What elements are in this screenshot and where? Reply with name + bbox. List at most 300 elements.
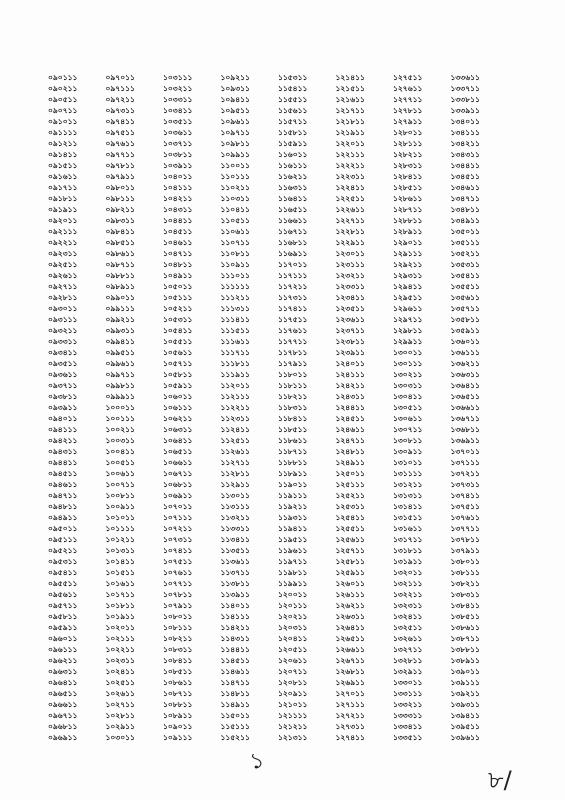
roll-number: ১০৮৪১১	[163, 656, 193, 665]
roll-number: ১১৩১১১	[220, 502, 250, 511]
roll-number: ১৩২৮১১	[393, 656, 423, 665]
roll-number: ০৯৭৪১১	[105, 117, 135, 126]
roll-number: ১০২৬১১	[105, 689, 135, 698]
roll-number: ১৩০২১১	[393, 370, 423, 379]
roll-number: ১১৩২১১	[220, 513, 250, 522]
roll-number: ০৯৩০১১	[48, 304, 78, 313]
roll-number: ১১৪৫১১	[220, 656, 250, 665]
roll-number: ১২৩৫১১	[335, 304, 365, 313]
roll-number: ১৩২১১১	[393, 579, 423, 588]
roll-number: ১৩০৪১১	[393, 392, 423, 401]
roll-number: ১২৬৫১১	[335, 634, 365, 643]
roll-number: ০৯৯৬১১	[105, 359, 135, 368]
roll-number: ১১৯১১১	[278, 491, 308, 500]
roll-number: ০৯৩৮১১	[48, 392, 78, 401]
roll-number: ০৯৭৮১১	[105, 161, 135, 170]
roll-number: ১৩০৬১১	[393, 414, 423, 423]
roll-number: ১২৮৯১১	[393, 227, 423, 236]
roll-number: ১৩৭০১১	[450, 447, 480, 456]
roll-number: ১০৬০১১	[163, 392, 193, 401]
roll-number: ০৯৩২১১	[48, 326, 78, 335]
roll-number: ০৯৫৮১১	[48, 612, 78, 621]
roll-number: ১১৮২১১	[278, 392, 308, 401]
roll-number: ১০০৮১১	[105, 491, 135, 500]
roll-number: ১২১২১১	[278, 722, 308, 731]
roll-number: ০৯৫৬১১	[48, 590, 78, 599]
roll-number: ১২৯২১১	[393, 260, 423, 269]
roll-number: ১১৩৩১১	[220, 524, 250, 533]
roll-number: ০৯৩৫১১	[48, 359, 78, 368]
roll-number: ১২৯৩১১	[393, 271, 423, 280]
roll-number: ১২৪১১১	[335, 370, 365, 379]
roll-number: ১১৬৪১১	[278, 194, 308, 203]
roll-number: ১২৬৬১১	[335, 645, 365, 654]
roll-number: ১১২৭১১	[220, 458, 250, 467]
roll-number: ১১৪০১১	[220, 601, 250, 610]
roll-number: ১০৯৬১১	[220, 117, 250, 126]
roll-number: ১৩৫৮১১	[450, 315, 480, 324]
roll-number: ১০৫৬১১	[163, 348, 193, 357]
roll-number: ০৯৬৬১১	[48, 700, 78, 709]
roll-number: ১২২৫১১	[335, 194, 365, 203]
roll-number: ১৩৬৫১১	[450, 392, 480, 401]
roll-number: ১১৭৭১১	[278, 337, 308, 346]
roll-number: ১২৩৩১১	[335, 282, 365, 291]
roll-number: ১১৮৭১১	[278, 447, 308, 456]
roll-number: ১৩০৩১১	[393, 381, 423, 390]
roll-number: ০৯৭৩১১	[105, 106, 135, 115]
roll-number: ১১৯০১১	[278, 480, 308, 489]
roll-number: ১৩৮৭১১	[450, 634, 480, 643]
roll-number: ০৯৯৯১১	[105, 392, 135, 401]
roll-number: ১৩৫০১১	[450, 227, 480, 236]
roll-number: ১২৯৭১১	[393, 315, 423, 324]
roll-number: ১৩১২১১	[393, 480, 423, 489]
roll-number: ১৩৬৯১১	[450, 436, 480, 445]
roll-number: ১২৪৭১১	[335, 436, 365, 445]
roll-number: ১০২৮১১	[105, 711, 135, 720]
roll-number: ০৯৮১১১	[105, 194, 135, 203]
roll-number: ১২৩৭১১	[335, 326, 365, 335]
roll-number: ১১৭৪১১	[278, 304, 308, 313]
roll-number: ১১১০১১	[220, 271, 250, 280]
roll-number: ০৯২৮১১	[48, 293, 78, 302]
roll-number: ১০৫৩১১	[163, 315, 193, 324]
roll-number: ০৯৮০১১	[105, 183, 135, 192]
roll-number: ১২১০১১	[278, 700, 308, 709]
roll-number: ১১১৯১১	[220, 370, 250, 379]
roll-number: ১২৬৭১১	[335, 656, 365, 665]
roll-number: ১১৭৬১১	[278, 326, 308, 335]
roll-number: ১০১৫১১	[105, 568, 135, 577]
roll-number: ১১৮০১১	[278, 370, 308, 379]
roll-number: ১১৭৫১১	[278, 315, 308, 324]
roll-number: ১০৯৩১১	[220, 84, 250, 93]
roll-number: ১২৪২১১	[335, 381, 365, 390]
roll-number: ১০৪০১১	[163, 172, 193, 181]
roll-number: ১১০১১১	[220, 172, 250, 181]
roll-number: ১১২৯১১	[220, 480, 250, 489]
roll-number: ১১৩৯১১	[220, 590, 250, 599]
roll-number: ১০৪৩১১	[163, 205, 193, 214]
corner-annotation: ৮/	[488, 766, 512, 794]
roll-number: ১২৭৯১১	[393, 117, 423, 126]
roll-number: ০৯৯০১১	[105, 293, 135, 302]
roll-number: ১৩৮৯১১	[450, 656, 480, 665]
roll-number: ১৩৮১১১	[450, 568, 480, 577]
roll-number: ১০২৪১১	[105, 667, 135, 676]
roll-number: ০৯৮৬১১	[105, 249, 135, 258]
roll-number: ১২৯১১১	[393, 249, 423, 258]
roll-number: ১২২০১১	[335, 139, 365, 148]
roll-number: ১৩২২১১	[393, 590, 423, 599]
roll-number: ১৩৮৬১১	[450, 623, 480, 632]
roll-number: ১৩৭৫১১	[450, 502, 480, 511]
roll-number: ১২৪৯১১	[335, 458, 365, 467]
roll-number: ১৩৬২১১	[450, 359, 480, 368]
roll-number: ১১৭৮১১	[278, 348, 308, 357]
roll-number: ১২১১১১	[278, 711, 308, 720]
roll-number: ১১৩৭১১	[220, 568, 250, 577]
roll-number: ১৩২৯১১	[393, 667, 423, 676]
roll-number: ১৩১৯১১	[393, 557, 423, 566]
roll-number: ০৯২৫১১	[48, 260, 78, 269]
roll-number: ১২৬৮১১	[335, 667, 365, 676]
roll-number: ১০৯৪১১	[220, 95, 250, 104]
roll-number: ১২৯৮১১	[393, 326, 423, 335]
roll-number: ১১৯৪১১	[278, 524, 308, 533]
roll-number: ১১৩৬১১	[220, 557, 250, 566]
roll-number: ১৩১৭১১	[393, 535, 423, 544]
roll-number: ১৩৮২১১	[450, 579, 480, 588]
roll-number: ১০১৩১১	[105, 546, 135, 555]
roll-number: ১১৫৯১১	[278, 139, 308, 148]
roll-number: ১২২৯১১	[335, 238, 365, 247]
roll-number: ১১৯২১১	[278, 502, 308, 511]
roll-number: ১২৯৯১১	[393, 337, 423, 346]
roll-number: ০৯৪৩১১	[48, 447, 78, 456]
roll-number: ১১৫৫১১	[278, 95, 308, 104]
roll-number: ০৯৫৩১১	[48, 557, 78, 566]
roll-number: ১০৯১১১	[163, 733, 193, 742]
roll-number: ০৯৬৪১১	[48, 678, 78, 687]
roll-number: ১১৮৮১১	[278, 458, 308, 467]
roll-number: ১১৬০১১	[278, 150, 308, 159]
roll-number: ০৯১০১১	[48, 117, 78, 126]
roll-number: ১১৬৯১১	[278, 249, 308, 258]
roll-number: ১৩০৫১১	[393, 403, 423, 412]
roll-number: ১১১৭১১	[220, 348, 250, 357]
roll-number: ১২৩১১১	[335, 260, 365, 269]
roll-number: ১২১৮১১	[335, 117, 365, 126]
roll-number: ১১৬১১১	[278, 161, 308, 170]
roll-number: ১০৮০১১	[163, 612, 193, 621]
roll-number: ১৩৪১১১	[450, 128, 480, 137]
roll-number: ০৯৪৪১১	[48, 458, 78, 467]
roll-number: ১৩০৭১১	[393, 425, 423, 434]
roll-number: ১৩৫৫১১	[450, 282, 480, 291]
roll-number: ১৩৭১১১	[450, 458, 480, 467]
roll-number: ১১৭৩১১	[278, 293, 308, 302]
roll-number: ০৯৪২১১	[48, 436, 78, 445]
roll-number: ০৯১২১১	[48, 139, 78, 148]
roll-number: ১৩০১১১	[393, 359, 423, 368]
roll-number: ১০৩০১১	[105, 733, 135, 742]
roll-number: ১০০০১১	[105, 403, 135, 412]
roll-number: ১৩৯০১১	[450, 667, 480, 676]
roll-number: ১২৮৮১১	[393, 216, 423, 225]
roll-number: ১৩৩৩১১	[393, 711, 423, 720]
roll-number: ১২০০১১	[278, 590, 308, 599]
roll-number: ১০০৯১১	[105, 502, 135, 511]
roll-number: ১৩৩০১১	[393, 678, 423, 687]
roll-number: ০৯৯২১১	[105, 315, 135, 324]
roll-number: ০৯৮৪১১	[105, 227, 135, 236]
roll-number: ১০৯৭১১	[220, 128, 250, 137]
roll-number: ১৩৪৮১১	[450, 205, 480, 214]
roll-number: ১১৭৯১১	[278, 359, 308, 368]
roll-number: ১১০৮১১	[220, 249, 250, 258]
roll-number: ১৩২৫১১	[393, 623, 423, 632]
roll-number: ১৩৪৯১১	[450, 216, 480, 225]
roll-number: ১৩৭৯১১	[450, 546, 480, 555]
roll-number: ১২০৬১১	[278, 656, 308, 665]
roll-number: ১০৩৬১১	[163, 128, 193, 137]
roll-number: ১৩১৫১১	[393, 513, 423, 522]
roll-number: ১১০৬১১	[220, 227, 250, 236]
roll-number: ১০৮৫১১	[163, 667, 193, 676]
roll-number: ১০৯০১১	[163, 722, 193, 731]
roll-number: ১৩৯১১১	[450, 678, 480, 687]
roll-number: ০৯৫১১১	[48, 535, 78, 544]
roll-number: ১৩১৪১১	[393, 502, 423, 511]
roll-number: ১১৫৮১১	[278, 128, 308, 137]
roll-number: ১২৩০১১	[335, 249, 365, 258]
roll-number: ০৯৫২১১	[48, 546, 78, 555]
roll-number: ১০৬৪১১	[163, 436, 193, 445]
roll-number: ১৩১০১১	[393, 458, 423, 467]
roll-number: ০৯৫৭১১	[48, 601, 78, 610]
roll-number: ০৯৮২১১	[105, 205, 135, 214]
roll-number: ১১২৬১১	[220, 447, 250, 456]
roll-number: ১২৫৪১১	[335, 513, 365, 522]
roll-number: ০৯৪৫১১	[48, 469, 78, 478]
roll-number: ১০৬৯১১	[163, 491, 193, 500]
roll-number: ১০০২১১	[105, 425, 135, 434]
roll-number: ১১৮৩১১	[278, 403, 308, 412]
roll-number: ১০০৭১১	[105, 480, 135, 489]
roll-number: ১৩৯৫১১	[450, 722, 480, 731]
roll-number: ১০২২১১	[105, 645, 135, 654]
roll-number: ১২১৯১১	[335, 128, 365, 137]
roll-number: ১২৫০১১	[335, 469, 365, 478]
roll-number: ১৩৩৪১১	[393, 722, 423, 731]
roll-number: ১০২৭১১	[105, 700, 135, 709]
roll-number: ১২২৬১১	[335, 205, 365, 214]
roll-number: ১৩৪৬১১	[450, 183, 480, 192]
roll-number: ১১৩০১১	[220, 491, 250, 500]
roll-number: ১০৮৯১১	[163, 711, 193, 720]
roll-number: ০৯৪১১১	[48, 425, 78, 434]
roll-number: ০৯৬০১১	[48, 634, 78, 643]
roll-number: ১০১৪১১	[105, 557, 135, 566]
roll-number: ১৩২৪১১	[393, 612, 423, 621]
roll-number: ১০৮৭১১	[163, 689, 193, 698]
roll-number: ১১৪৬১১	[220, 667, 250, 676]
roll-number: ১১৩৫১১	[220, 546, 250, 555]
roll-number: ১২১৬১১	[335, 95, 365, 104]
roll-number: ১৩৩৬১১	[450, 73, 480, 82]
roll-number: ১১২২১১	[220, 403, 250, 412]
roll-number: ১০১১১১	[105, 524, 135, 533]
roll-number: ১০২০১১	[105, 623, 135, 632]
roll-number: ০৯২০১১	[48, 216, 78, 225]
roll-number: ১১০৫১১	[220, 216, 250, 225]
roll-number: ০৯৬৯১১	[48, 733, 78, 742]
roll-number: ১২৬৩১১	[335, 612, 365, 621]
roll-number: ০৯৮৯১১	[105, 282, 135, 291]
roll-number: ১০৭৮১১	[163, 590, 193, 599]
roll-number: ০৯৫৪১১	[48, 568, 78, 577]
roll-number: ০৯৯৭১১	[105, 370, 135, 379]
roll-number: ১০৬৮১১	[163, 480, 193, 489]
roll-number: ০৯৭৬১১	[105, 139, 135, 148]
roll-number: ০৯৭১১১	[105, 84, 135, 93]
roll-number: ১৩৩১১১	[393, 689, 423, 698]
roll-number: ১৩৫৬১১	[450, 293, 480, 302]
roll-number: ১২৫১১১	[335, 480, 365, 489]
roll-number: ১২৬৪১১	[335, 623, 365, 632]
roll-number: ১০৭১১১	[163, 513, 193, 522]
roll-number: ১২৭৪১১	[335, 733, 365, 742]
roll-number: ১১১৩১১	[220, 304, 250, 313]
roll-number: ১২২৪১১	[335, 183, 365, 192]
roll-number: ১২৯৬১১	[393, 304, 423, 313]
roll-number: ০৯৬১১১	[48, 645, 78, 654]
roll-number: ০৯৫৫১১	[48, 579, 78, 588]
roll-number: ১১১৮১১	[220, 359, 250, 368]
roll-number: ১০৯৮১১	[220, 139, 250, 148]
roll-number: ১০৪৪১১	[163, 216, 193, 225]
roll-number: ১১৯৭১১	[278, 557, 308, 566]
roll-number: ১৩৪৭১১	[450, 194, 480, 203]
roll-number: ১২৪৪১১	[335, 403, 365, 412]
roll-number: ১২১৫১১	[335, 84, 365, 93]
roll-number: ১১৯৩১১	[278, 513, 308, 522]
roll-number: ০৯৬৫১১	[48, 689, 78, 698]
roll-number: ১২৭১১১	[335, 700, 365, 709]
roll-number: ১১৬২১১	[278, 172, 308, 181]
roll-number: ১৩৯৪১১	[450, 711, 480, 720]
roll-number: ১৩৮৪১১	[450, 601, 480, 610]
roll-number: ১৩৩৭১১	[450, 84, 480, 93]
roll-number: ১১০৩১১	[220, 194, 250, 203]
roll-number: ১০৪২১১	[163, 194, 193, 203]
roll-number: ০৯২৭১১	[48, 282, 78, 291]
roll-number: ১২৩৯১১	[335, 348, 365, 357]
roll-number: ১২৫৯১১	[335, 568, 365, 577]
roll-number: ১২০৭১১	[278, 667, 308, 676]
roll-number: ১০৭৭১১	[163, 579, 193, 588]
roll-number: ১০৩৮১১	[163, 150, 193, 159]
roll-number: ১৩১৩১১	[393, 491, 423, 500]
roll-number: ০৯৮৫১১	[105, 238, 135, 247]
roll-number: ১২৭৮১১	[393, 106, 423, 115]
roll-number: ০৯৬২১১	[48, 656, 78, 665]
roll-number: ১২২৭১১	[335, 216, 365, 225]
roll-number: ১৩৩৮১১	[450, 95, 480, 104]
roll-number: ১২৪৮১১	[335, 447, 365, 456]
roll-number: ১২৭৬১১	[393, 84, 423, 93]
roll-number: ১০৯২১১	[220, 73, 250, 82]
roll-number: ১২৭২১১	[335, 711, 365, 720]
roll-number: ১২৩৮১১	[335, 337, 365, 346]
roll-number: ১২৩৬১১	[335, 315, 365, 324]
roll-number: ১০৫৪১১	[163, 326, 193, 335]
roll-number: ১২৫৫১১	[335, 524, 365, 533]
roll-number: ১২৮৫১১	[393, 183, 423, 192]
roll-number: ০৯৪৮১১	[48, 502, 78, 511]
roll-number: ১১৪১১১	[220, 612, 250, 621]
roll-number: ১১৫৩১১	[278, 73, 308, 82]
roll-number: ১২৪০১১	[335, 359, 365, 368]
roll-number: ১২৮২১১	[393, 150, 423, 159]
roll-number: ১৩৮৩১১	[450, 590, 480, 599]
roll-number: ১১৮৯১১	[278, 469, 308, 478]
roll-number: ১২৮৩১১	[393, 161, 423, 170]
roll-number: ১২৮৬১১	[393, 194, 423, 203]
roll-number: ১১৯৯১১	[278, 579, 308, 588]
roll-number: ১১২১১১	[220, 392, 250, 401]
roll-number: ১১৩৪১১	[220, 535, 250, 544]
roll-number: ০৯৮৭১১	[105, 260, 135, 269]
roll-number: ১২৭৭১১	[393, 95, 423, 104]
roll-number: ০৯১৫১১	[48, 161, 78, 170]
roll-number: ১৩৫২১১	[450, 249, 480, 258]
roll-number: ১০৬৫১১	[163, 447, 193, 456]
roll-number: ১০৭৫১১	[163, 557, 193, 566]
roll-number: ১২০৮১১	[278, 678, 308, 687]
roll-number: ১৩৬১১১	[450, 348, 480, 357]
roll-number: ১২৮১১১	[393, 139, 423, 148]
roll-number: ১০৬১১১	[163, 403, 193, 412]
roll-number: ১১৮৫১১	[278, 425, 308, 434]
roll-number: ১০৭৬১১	[163, 568, 193, 577]
roll-number: ১২৫৬১১	[335, 535, 365, 544]
roll-number: ০৯৭০১১	[105, 73, 135, 82]
roll-number: ১০০৬১১	[105, 469, 135, 478]
roll-number: ১৩৬৬১১	[450, 403, 480, 412]
roll-number: ১০৯৯১১	[220, 150, 250, 159]
roll-number: ১১৫০১১	[220, 711, 250, 720]
roll-number: ১৩০০১১	[393, 348, 423, 357]
roll-number: ১১৯৬১১	[278, 546, 308, 555]
roll-number: ১২৯৫১১	[393, 293, 423, 302]
roll-number: ১০৪৭১১	[163, 249, 193, 258]
roll-number: ১২০৫১১	[278, 645, 308, 654]
roll-number: ১০৫৮১১	[163, 370, 193, 379]
roll-number: ১০৮৮১১	[163, 700, 193, 709]
roll-number: ১১০৪১১	[220, 205, 250, 214]
roll-number: ১০৫৯১১	[163, 381, 193, 390]
roll-number: ১৩৭২১১	[450, 469, 480, 478]
roll-number: ০৯৯৩১১	[105, 326, 135, 335]
roll-number: ১২৫৭১১	[335, 546, 365, 555]
roll-number: ১৩৯৩১১	[450, 700, 480, 709]
roll-number: ১০৪১১১	[163, 183, 193, 192]
roll-number: ১২৮০১১	[393, 128, 423, 137]
roll-number: ০৯২৬১১	[48, 271, 78, 280]
